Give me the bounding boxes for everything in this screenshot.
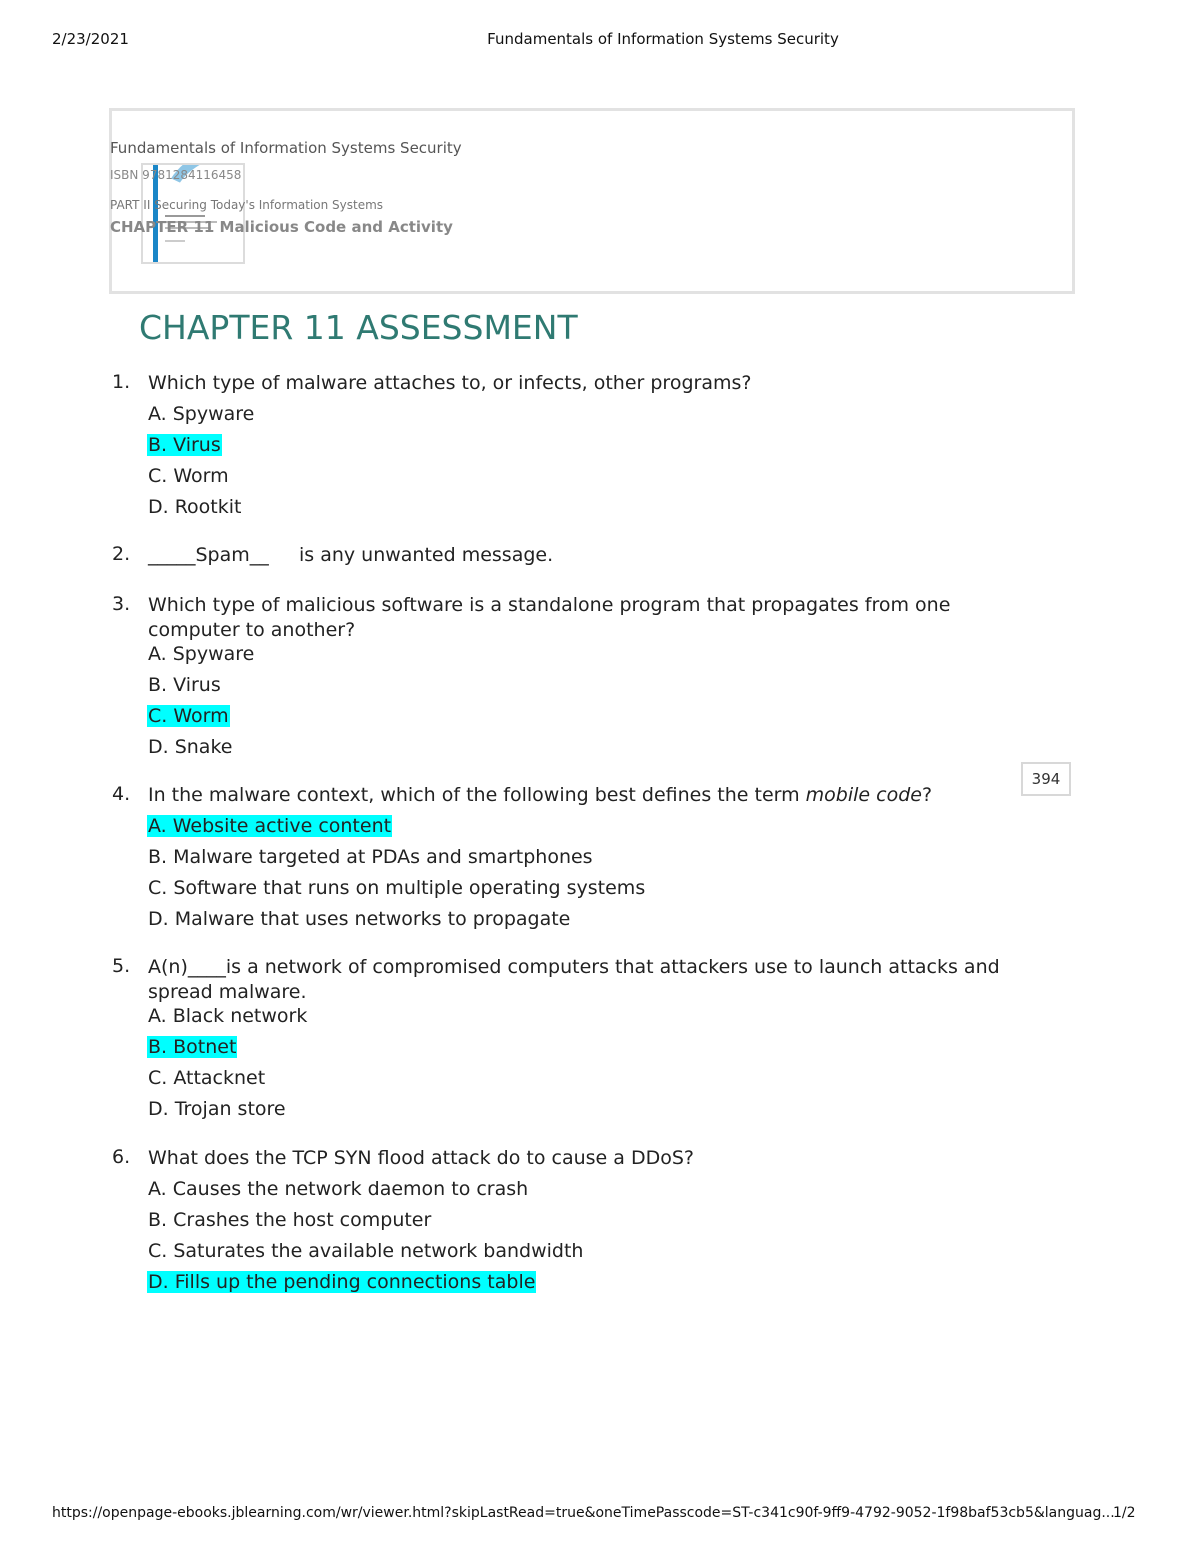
answer-option-correct: D. Fills up the pending connections table <box>148 1271 536 1293</box>
answer-option: D. Malware that uses networks to propagate <box>148 908 571 930</box>
book-isbn: ISBN 9781284116458 <box>110 168 242 182</box>
question-number: 2. <box>112 543 131 565</box>
question-text: Which type of malware attaches to, or infects, other programs? <box>148 372 752 394</box>
print-footer-page: 1/2 <box>1113 1505 1136 1521</box>
answer-option: A. Causes the network daemon to crash <box>148 1178 529 1200</box>
answer-option-correct: C. Worm <box>148 705 229 727</box>
question-text: Which type of malicious software is a standalone program that propagates from one computer to another? <box>148 594 951 641</box>
question-text: What does the TCP SYN flood attack do to cause a DDoS? <box>148 1147 694 1169</box>
answer-option: C. Worm <box>148 465 229 487</box>
assessment-title: CHAPTER 11 ASSESSMENT <box>139 308 578 347</box>
mobile-code-term: mobile code <box>805 784 922 806</box>
answer-option-correct: B. Botnet <box>148 1036 237 1058</box>
question-text: _____Spam__ is any unwanted message. <box>148 544 554 566</box>
question-number: 4. <box>112 783 131 805</box>
book-chapter: CHAPTER 11 Malicious Code and Activity <box>110 218 453 236</box>
print-footer-url: https://openpage-ebooks.jblearning.com/wr/viewer.html?skipLastRead=true&oneTimePasscode=ST-c341c90f-9ff9-4792-9052-1f98baf53cb5&languag... <box>52 1505 1115 1521</box>
question-number: 1. <box>112 371 131 393</box>
book-title: Fundamentals of Information Systems Security <box>110 139 462 157</box>
answer-option-correct: B. Virus <box>148 434 221 456</box>
answer-options <box>147 401 947 525</box>
book-part: PART II Securing Today's Information Systems <box>110 198 384 212</box>
answer-option: B. Crashes the host computer <box>148 1209 432 1231</box>
answer-option: A. Spyware <box>148 403 255 425</box>
answer-option-correct: A. Website active content <box>148 815 392 837</box>
answer-option: D. Trojan store <box>148 1098 286 1120</box>
question-number: 5. <box>112 955 131 977</box>
answer-option: C. Attacknet <box>148 1067 266 1089</box>
answer-option: A. Black network <box>148 1005 308 1027</box>
answer-option: C. Saturates the available network bandwidth <box>148 1240 584 1262</box>
page-number-badge: 394 <box>1021 762 1071 796</box>
print-date: 2/23/2021 <box>52 30 129 48</box>
answer-options <box>147 1176 947 1300</box>
answer-option: A. Spyware <box>148 643 255 665</box>
print-title: Fundamentals of Information Systems Security <box>487 30 839 48</box>
question-text: In the malware context, which of the following best defines the term mobile code? <box>148 784 933 806</box>
question-number: 6. <box>112 1146 131 1168</box>
answer-option: D. Snake <box>148 736 233 758</box>
answer-options <box>147 641 947 765</box>
answer-options <box>147 1003 947 1127</box>
answer-option: D. Rootkit <box>148 496 242 518</box>
answer-option: C. Software that runs on multiple operating systems <box>148 877 646 899</box>
answer-options <box>147 813 947 937</box>
answer-option: B. Virus <box>148 674 221 696</box>
answer-option: B. Malware targeted at PDAs and smartphones <box>148 846 593 868</box>
question-number: 3. <box>112 593 131 615</box>
question-text: A(n)____is a network of compromised computers that attackers use to launch attacks and spread malware. <box>148 956 1000 1003</box>
